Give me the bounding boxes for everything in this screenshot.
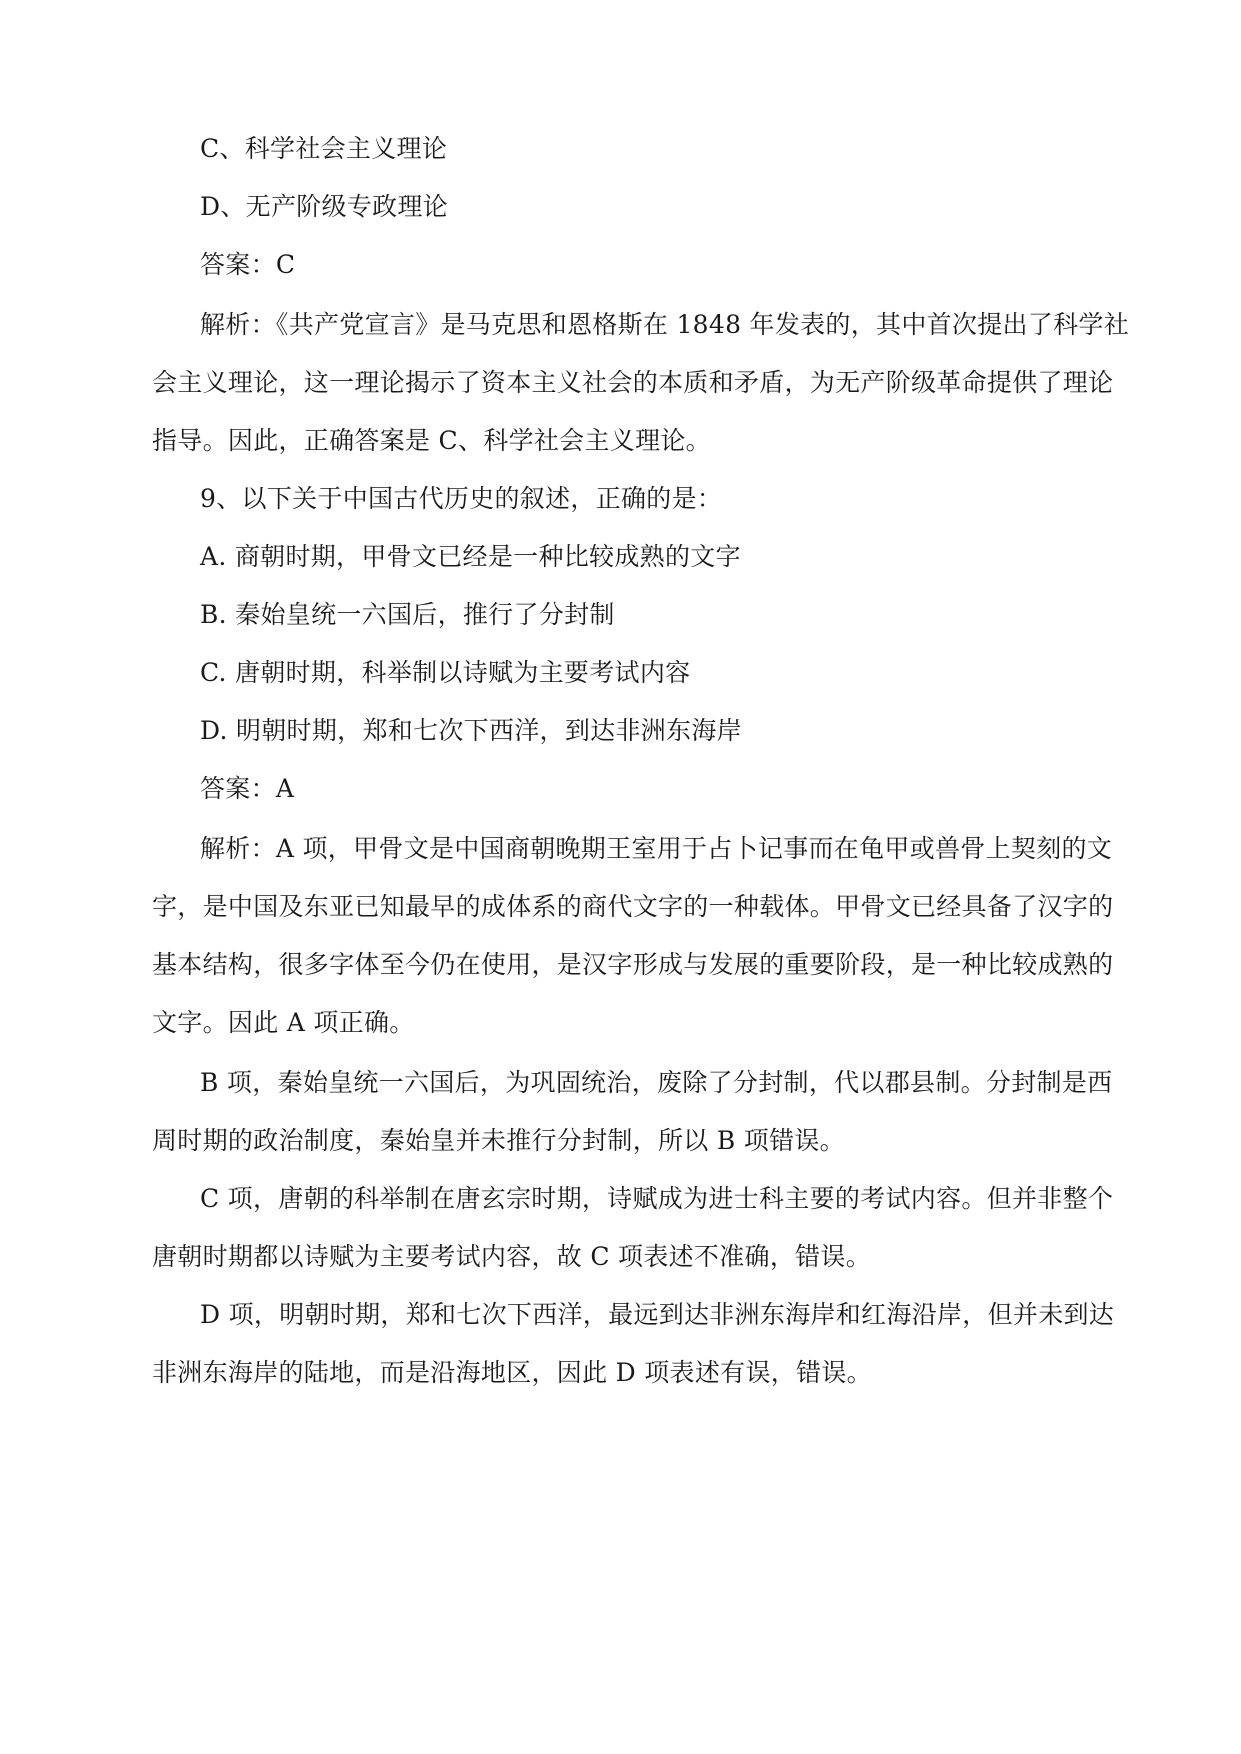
- analysis-b-line: 周时期的政治制度，秦始皇并未推行分封制，所以 B 项错误。: [152, 1126, 845, 1155]
- analysis-c-line: 唐朝时期都以诗赋为主要考试内容，故 C 项表述不准确，错误。: [152, 1242, 872, 1271]
- analysis-a-line: 解析：A 项，甲骨文是中国商朝晚期王室用于占卜记事而在龟甲或兽骨上契刻的文: [200, 834, 1113, 863]
- prev-option-d: D、无产阶级专政理论: [200, 192, 449, 221]
- prev-option-c: C、科学社会主义理论: [200, 134, 448, 163]
- option-b: B. 秦始皇统一六国后，推行了分封制: [200, 600, 615, 629]
- option-a: A. 商朝时期，甲骨文已经是一种比较成熟的文字: [200, 542, 741, 571]
- analysis-d-line: 非洲东海岸的陆地，而是沿海地区，因此 D 项表述有误，错误。: [152, 1358, 872, 1387]
- analysis-a-line: 文字。因此 A 项正确。: [152, 1008, 415, 1037]
- option-c: C. 唐朝时期，科举制以诗赋为主要考试内容: [200, 658, 691, 687]
- analysis-c-line: C 项，唐朝的科举制在唐玄宗时期，诗赋成为进士科主要的考试内容。但并非整个: [200, 1184, 1114, 1213]
- question-stem: 9、以下关于中国古代历史的叙述，正确的是：: [200, 484, 723, 513]
- prev-analysis-line: 指导。因此，正确答案是 C、科学社会主义理论。: [152, 426, 711, 455]
- analysis-d-line: D 项，明朝时期，郑和七次下西洋，最远到达非洲东海岸和红海沿岸，但并未到达: [200, 1300, 1115, 1329]
- analysis-b-line: B 项，秦始皇统一六国后，为巩固统治，废除了分封制，代以郡县制。分封制是西: [200, 1068, 1113, 1097]
- answer: 答案：A: [200, 774, 295, 803]
- prev-analysis-line: 解析：《共产党宣言》是马克思和恩格斯在 1848 年发表的，其中首次提出了科学社: [200, 310, 1130, 339]
- option-d: D. 明朝时期，郑和七次下西洋，到达非洲东海岸: [200, 716, 742, 745]
- analysis-a-line: 基本结构，很多字体至今仍在使用，是汉字形成与发展的重要阶段，是一种比较成熟的: [152, 950, 1114, 979]
- analysis-a-line: 字，是中国及东亚已知最早的成体系的商代文字的一种载体。甲骨文已经具备了汉字的: [152, 892, 1114, 921]
- prev-answer: 答案：C: [200, 250, 296, 279]
- prev-analysis-line: 会主义理论，这一理论揭示了资本主义社会的本质和矛盾，为无产阶级革命提供了理论: [152, 368, 1114, 397]
